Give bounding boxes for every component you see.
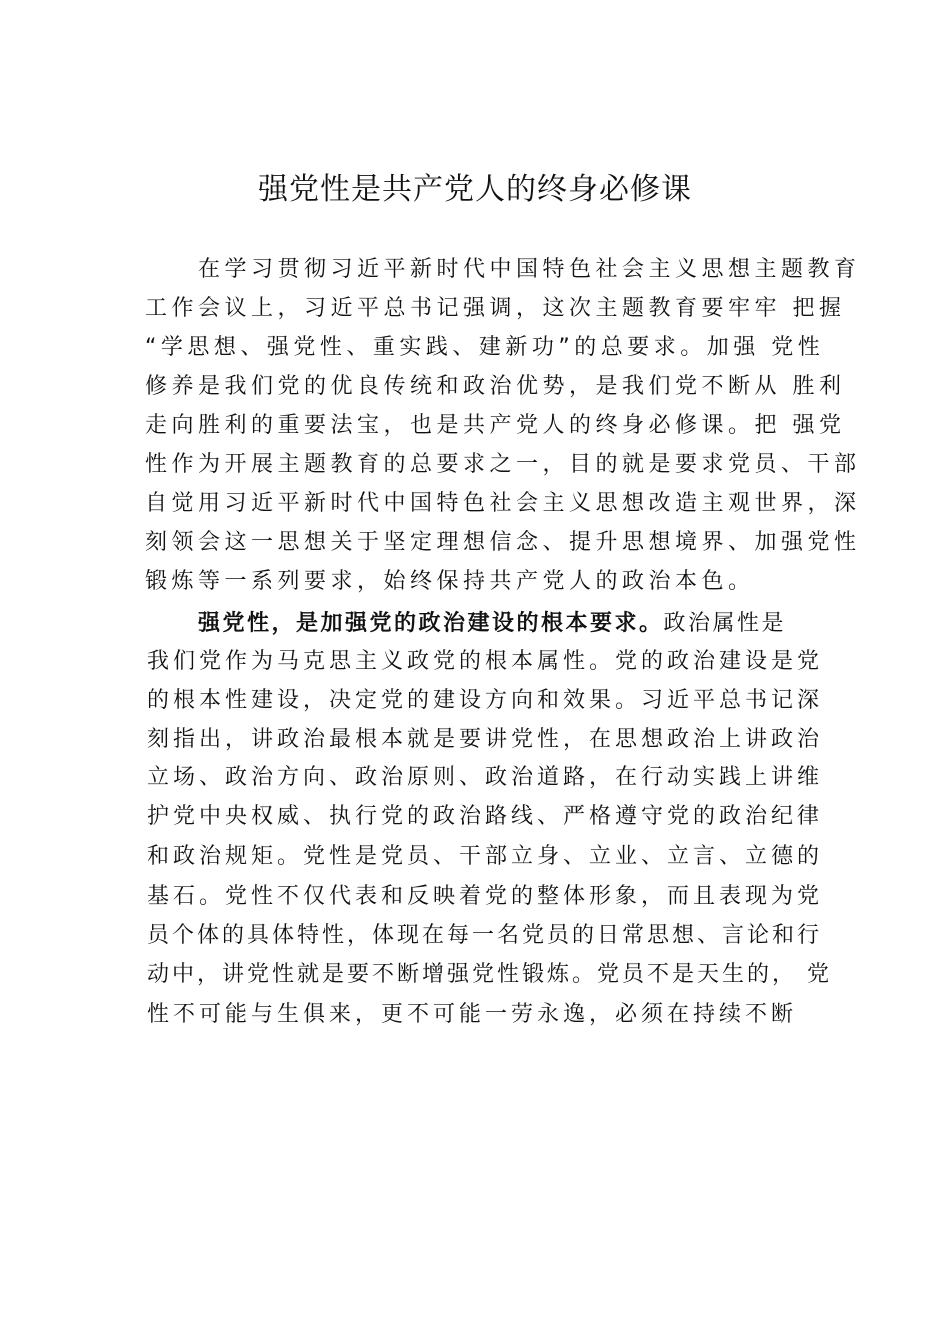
text-line: 修养是我们党的优良传统和政治优势，是我们党不断从 胜利 [145,374,846,399]
text-line: 刻指出，讲政治最根本就是要讲党性，在思想政治上讲政治 [147,727,824,752]
bold-heading: 强党性，是加强党的政治建设的根本要求。 [198,611,664,636]
text-line: 刻领会这一思想关于坚定理想信念、提升思想境界、加强党性 [145,530,861,555]
text-line: 走向胜利的重要法宝，也是共产党人的终身必修课。把 强党 [145,413,846,438]
text-line: 性不可能与生俱来，更不可能一劳永逸，必须在持续不断 [147,1002,798,1027]
text-line: 我们党作为马克思主义政党的根本属性。党的政治建设是党 [147,649,824,674]
text-line: 自觉用习近平新时代中国特色社会主义思想改造主观世界，深 [145,491,861,516]
text-line: 员个体的具体特性，体现在每一名党员的日常思想、言论和行 [147,923,823,948]
text-line: 工作会议上，习近平总书记强调，这次主题教育要牢牢 把握 [145,296,846,321]
text-line: 动中，讲党性就是要不断增强党性锻炼。党员不是天生的， 党 [147,962,832,987]
text-run: 政治属性是 [663,611,787,636]
text-line: 锻炼等一系列要求，始终保持共产党人的政治本色。 [145,569,755,594]
document-title: 强党性是共产党人的终身必修课 [258,172,692,207]
text-line: 基石。党性不仅代表和反映着党的整体形象，而且表现为党 [147,884,824,909]
text-line: 护党中央权威、执行党的政治路线、严格遵守党的政治纪律 [147,804,824,829]
text-line: 的根本性建设，决定党的建设方向和效果。习近平总书记深 [147,688,824,713]
text-line: 在学习贯彻习近平新时代中国特色社会主义思想主题教育 [198,257,861,282]
text-line: 性作为开展主题教育的总要求之一，目的就是要求党员、干部 [145,452,861,477]
text-line: 和政治规矩。党性是党员、干部立身、立业、立言、立德的 [147,844,824,869]
text-line: 立场、政治方向、政治原则、政治道路，在行动实践上讲维 [147,765,824,790]
text-line [198,610,786,638]
text-line: “学思想、强党性、重实践、建新功”的总要求。加强 党性 [145,335,825,360]
